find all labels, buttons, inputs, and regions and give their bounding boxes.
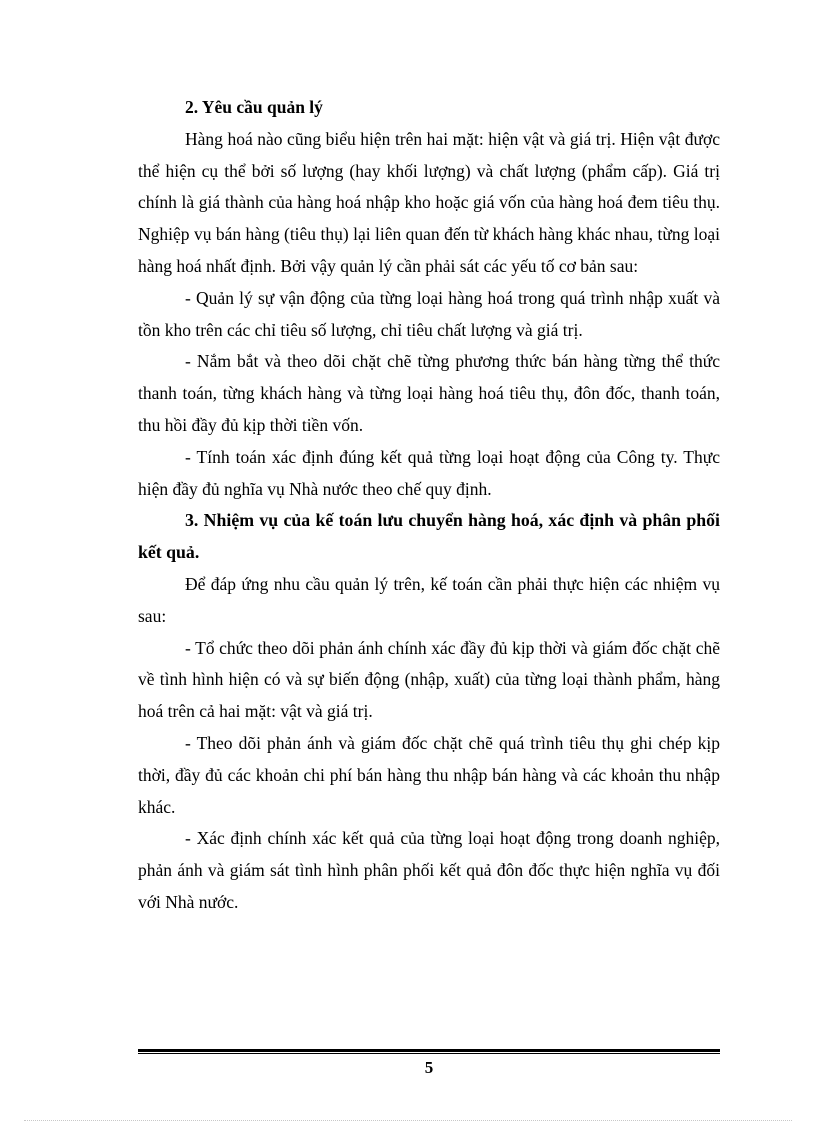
- section-2-paragraph-2: - Quản lý sự vận động của từng loại hàng hoá trong quá trình nhập xuất và tồn kho trên các chỉ tiêu số lượng, chỉ tiêu chất lượng và giá trị.: [138, 287, 720, 340]
- section-3-paragraph-4: - Xác định chính xác kết quả của từng loại hoạt động trong doanh nghiệp, phản ánh và giám sát tình hình phân phối kết quả đôn đốc thực hiện nghĩa vụ đối với Nhà nước.: [138, 828, 720, 912]
- section-3-paragraph-1: Để đáp ứng nhu cầu quản lý trên, kế toán cần phải thực hiện các nhiệm vụ sau:: [138, 573, 720, 626]
- section-3-heading: 3. Nhiệm vụ của kế toán lưu chuyển hàng hoá, xác định và phân phối kết quả.: [138, 510, 720, 563]
- page-body: [138, 92, 720, 919]
- section-2-paragraph-3: - Nắm bắt và theo dõi chặt chẽ từng phương thức bán hàng từng thể thức thanh toán, từng khách hàng và từng loại hàng hoá tiêu thụ, đôn đốc, thanh toán, thu hồi đầy đủ kịp thời tiền vốn.: [138, 351, 720, 435]
- section-2-heading: 2. Yêu cầu quản lý: [185, 97, 323, 117]
- section-2-paragraph-1: Hàng hoá nào cũng biểu hiện trên hai mặt: hiện vật và giá trị. Hiện vật được thể hiện cụ thể bởi số lượng (hay khối lượng) và chất lượng (phẩm cấp). Giá trị chính là giá thành của hàng hoá nhập kho hoặc giá vốn của hàng hoá đem tiêu thụ. Nghiệp vụ bán hàng (tiêu thụ) lại liên quan đến từ khách hàng khác nhau, từng loại hàng hoá nhất định. Bởi vậy quản lý cần phải sát các yếu tố cơ bản sau:: [138, 128, 720, 276]
- footer-divider: [138, 1049, 720, 1054]
- section-2-paragraph-4: - Tính toán xác định đúng kết quả từng loại hoạt động của Công ty. Thực hiện đầy đủ nghĩa vụ Nhà nước theo chế quy định.: [138, 446, 720, 499]
- page-number: 5: [424, 1058, 434, 1077]
- section-3-paragraph-2: - Tổ chức theo dõi phản ánh chính xác đầy đủ kịp thời và giám đốc chặt chẽ về tình hình hiện có và sự biến động (nhập, xuất) của từng loại thành phẩm, hàng hoá trên cả hai mặt: vật và giá trị.: [138, 637, 720, 722]
- section-3-paragraph-3: - Theo dõi phản ánh và giám đốc chặt chẽ quá trình tiêu thụ ghi chép kịp thời, đầy đủ các khoản chi phí bán hàng thu nhập bán hàng và các khoản thu nhập khác.: [138, 732, 720, 817]
- page-bottom-edge: [24, 1120, 792, 1121]
